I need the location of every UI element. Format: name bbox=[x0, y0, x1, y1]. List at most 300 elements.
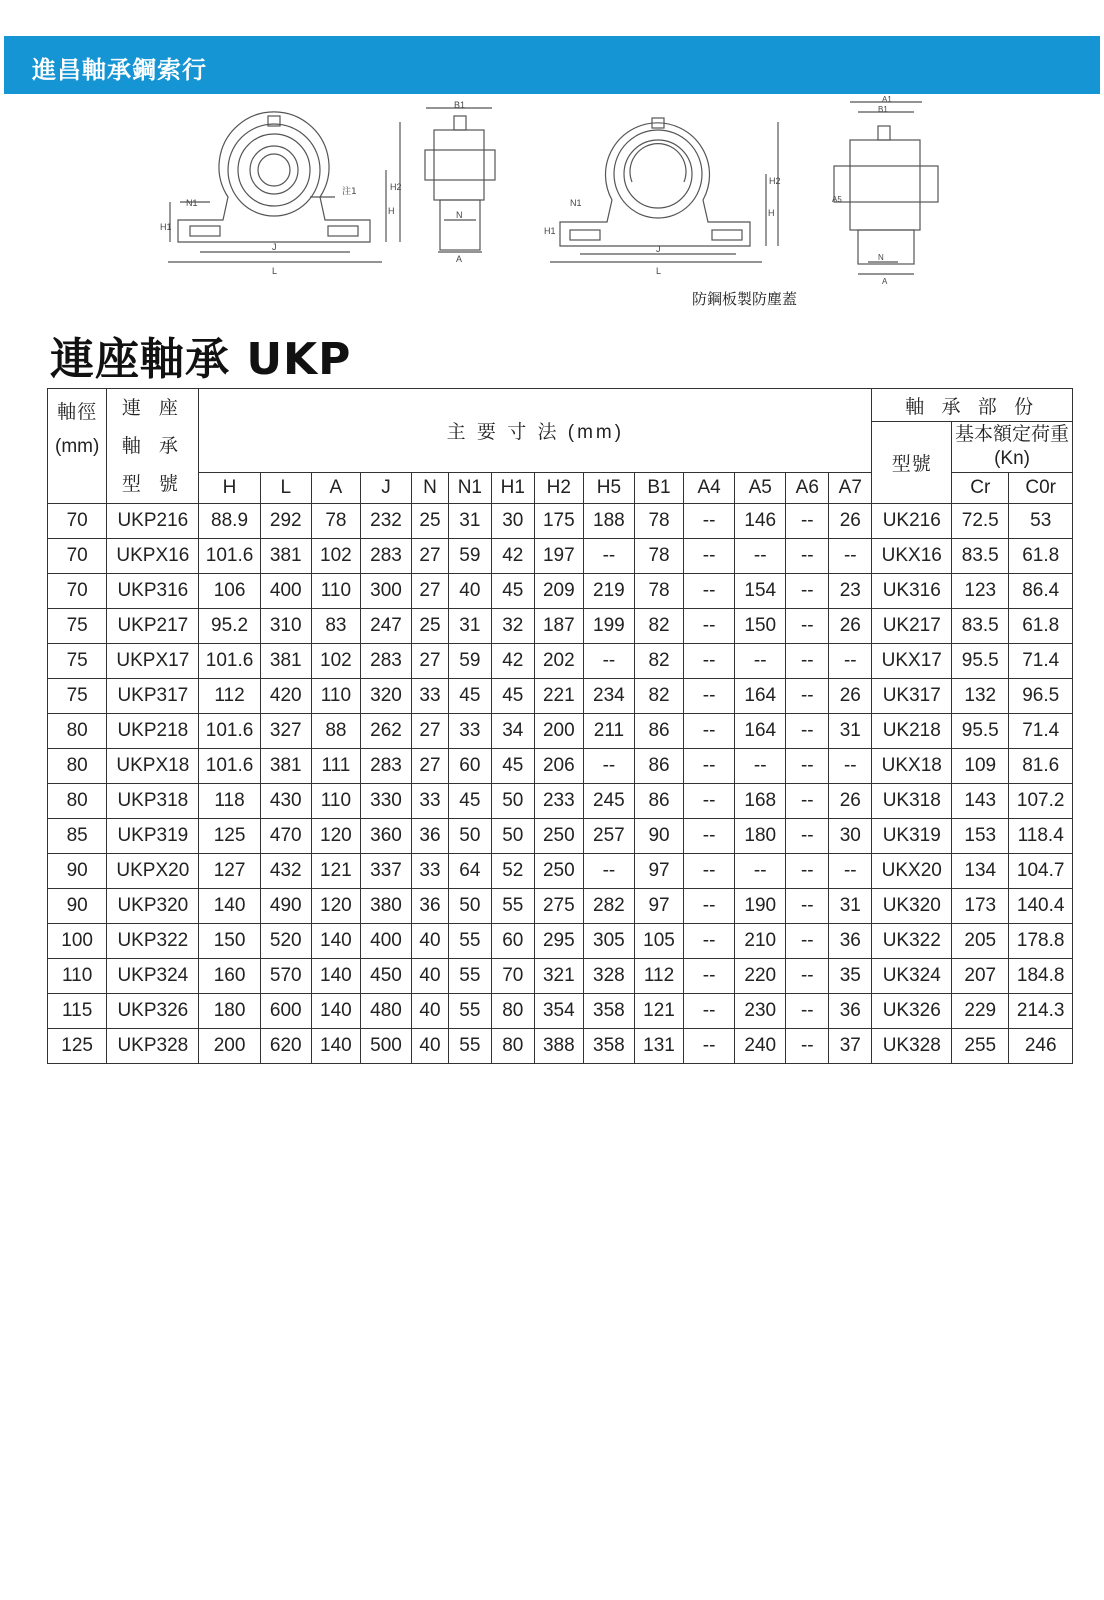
table-cell: 83 bbox=[311, 609, 360, 644]
table-cell: 209 bbox=[534, 574, 583, 609]
table-cell: -- bbox=[786, 504, 829, 539]
table-cell: 78 bbox=[634, 539, 683, 574]
h1-label: H1 bbox=[160, 222, 172, 232]
table-cell: 140 bbox=[311, 924, 360, 959]
table-cell: 206 bbox=[534, 749, 583, 784]
table-cell: 199 bbox=[583, 609, 634, 644]
table-cell: -- bbox=[735, 644, 786, 679]
table-cell: -- bbox=[735, 749, 786, 784]
table-cell: 31 bbox=[448, 504, 491, 539]
table-cell: UK320 bbox=[872, 889, 952, 924]
table-cell: 90 bbox=[48, 889, 107, 924]
column-header-l: L bbox=[260, 473, 311, 504]
table-row bbox=[48, 644, 1073, 679]
table-cell: UK216 bbox=[872, 504, 952, 539]
load-header-title: 基本額定荷重 bbox=[955, 424, 1070, 445]
table-row bbox=[48, 714, 1073, 749]
table-cell: UKP324 bbox=[107, 959, 199, 994]
column-header-a: A bbox=[311, 473, 360, 504]
table-cell: 80 bbox=[491, 994, 534, 1029]
table-cell: 360 bbox=[360, 819, 411, 854]
table-cell: 40 bbox=[412, 1029, 449, 1064]
table-cell: 200 bbox=[199, 1029, 260, 1064]
table-cell: 78 bbox=[634, 574, 683, 609]
table-cell: UK217 bbox=[872, 609, 952, 644]
table-cell: UKX20 bbox=[872, 854, 952, 889]
table-cell: 88.9 bbox=[199, 504, 260, 539]
table-cell: 35 bbox=[829, 959, 872, 994]
table-cell: 40 bbox=[412, 994, 449, 1029]
table-cell: 250 bbox=[534, 854, 583, 889]
table-cell: 40 bbox=[412, 959, 449, 994]
drawing-caption: 防鋼板製防塵蓋 bbox=[692, 291, 798, 308]
table-cell: 232 bbox=[360, 504, 411, 539]
table-cell: 121 bbox=[634, 994, 683, 1029]
table-cell: 109 bbox=[952, 749, 1009, 784]
table-cell: 101.6 bbox=[199, 644, 260, 679]
shaft-header-label: 軸徑 bbox=[57, 401, 98, 423]
table-cell: 490 bbox=[260, 889, 311, 924]
table-cell: 164 bbox=[735, 714, 786, 749]
table-cell: UKX18 bbox=[872, 749, 952, 784]
table-cell: 55 bbox=[448, 1029, 491, 1064]
column-header-h: H bbox=[199, 473, 260, 504]
table-cell: 118.4 bbox=[1009, 819, 1073, 854]
bearing-model-header: 型號 bbox=[872, 422, 952, 504]
table-cell: 380 bbox=[360, 889, 411, 924]
table-cell: 45 bbox=[448, 784, 491, 819]
table-cell: UK318 bbox=[872, 784, 952, 819]
table-cell: 400 bbox=[260, 574, 311, 609]
table-cell: -- bbox=[583, 644, 634, 679]
table-row bbox=[48, 924, 1073, 959]
table-row bbox=[48, 854, 1073, 889]
table-cell: -- bbox=[786, 854, 829, 889]
table-cell: -- bbox=[684, 784, 735, 819]
table-cell: 101.6 bbox=[199, 749, 260, 784]
h-label-2: H bbox=[768, 208, 775, 218]
table-cell: -- bbox=[583, 854, 634, 889]
table-cell: 60 bbox=[491, 924, 534, 959]
table-row bbox=[48, 784, 1073, 819]
j-label: J bbox=[272, 242, 277, 252]
company-name: 進昌軸承鋼索行 bbox=[32, 57, 207, 84]
table-cell: 210 bbox=[735, 924, 786, 959]
table-cell: 111 bbox=[311, 749, 360, 784]
table-cell: 160 bbox=[199, 959, 260, 994]
table-cell: 388 bbox=[534, 1029, 583, 1064]
table-cell: 90 bbox=[48, 854, 107, 889]
table-cell: -- bbox=[684, 644, 735, 679]
table-cell: -- bbox=[786, 539, 829, 574]
table-row bbox=[48, 679, 1073, 714]
table-cell: -- bbox=[786, 644, 829, 679]
table-cell: 381 bbox=[260, 644, 311, 679]
table-cell: -- bbox=[786, 924, 829, 959]
table-cell: 106 bbox=[199, 574, 260, 609]
table-cell: UKP318 bbox=[107, 784, 199, 819]
table-cell: 31 bbox=[448, 609, 491, 644]
table-cell: 327 bbox=[260, 714, 311, 749]
table-cell: UK322 bbox=[872, 924, 952, 959]
column-header-h2: H2 bbox=[534, 473, 583, 504]
h1-label-2: H1 bbox=[544, 226, 556, 236]
column-header-h1: H1 bbox=[491, 473, 534, 504]
table-cell: -- bbox=[786, 819, 829, 854]
table-cell: 80 bbox=[48, 749, 107, 784]
l-label: L bbox=[272, 266, 278, 276]
table-cell: 520 bbox=[260, 924, 311, 959]
table-cell: UKP326 bbox=[107, 994, 199, 1029]
table-cell: 86 bbox=[634, 749, 683, 784]
column-header-b1: B1 bbox=[634, 473, 683, 504]
column-header-a6: A6 bbox=[786, 473, 829, 504]
table-cell: 255 bbox=[952, 1029, 1009, 1064]
table-cell: 75 bbox=[48, 609, 107, 644]
table-cell: 101.6 bbox=[199, 539, 260, 574]
table-cell: -- bbox=[786, 574, 829, 609]
table-cell: 140 bbox=[311, 959, 360, 994]
table-cell: 61.8 bbox=[1009, 539, 1073, 574]
table-cell: -- bbox=[684, 539, 735, 574]
table-cell: 146 bbox=[735, 504, 786, 539]
technical-drawings bbox=[0, 96, 1104, 316]
table-cell: 36 bbox=[412, 889, 449, 924]
table-cell: -- bbox=[786, 784, 829, 819]
table-cell: UKP328 bbox=[107, 1029, 199, 1064]
table-cell: 430 bbox=[260, 784, 311, 819]
table-cell: UKPX20 bbox=[107, 854, 199, 889]
table-cell: 50 bbox=[491, 819, 534, 854]
table-cell: 95.2 bbox=[199, 609, 260, 644]
table-cell: -- bbox=[786, 609, 829, 644]
n1-label-2: N1 bbox=[570, 198, 582, 208]
table-cell: 234 bbox=[583, 679, 634, 714]
table-cell: 36 bbox=[412, 819, 449, 854]
table-cell: 125 bbox=[48, 1029, 107, 1064]
table-cell: -- bbox=[684, 504, 735, 539]
table-cell: 620 bbox=[260, 1029, 311, 1064]
table-cell: 33 bbox=[448, 714, 491, 749]
table-cell: UK324 bbox=[872, 959, 952, 994]
h2-label-2: H2 bbox=[769, 176, 781, 186]
table-cell: 81.6 bbox=[1009, 749, 1073, 784]
column-header-n1: N1 bbox=[448, 473, 491, 504]
table-cell: 337 bbox=[360, 854, 411, 889]
table-cell: UKP218 bbox=[107, 714, 199, 749]
table-cell: -- bbox=[684, 609, 735, 644]
table-cell: 36 bbox=[829, 924, 872, 959]
table-cell: 50 bbox=[491, 784, 534, 819]
table-cell: 219 bbox=[583, 574, 634, 609]
table-cell: 86 bbox=[634, 714, 683, 749]
side-view-cover-drawing bbox=[828, 96, 948, 286]
table-cell: -- bbox=[786, 889, 829, 924]
table-cell: 200 bbox=[534, 714, 583, 749]
column-header-a5: A5 bbox=[735, 473, 786, 504]
table-cell: 110 bbox=[311, 679, 360, 714]
table-cell: 55 bbox=[448, 924, 491, 959]
table-row bbox=[48, 994, 1073, 1029]
table-cell: 25 bbox=[412, 609, 449, 644]
table-cell: 78 bbox=[311, 504, 360, 539]
table-cell: 118 bbox=[199, 784, 260, 819]
table-cell: 80 bbox=[48, 784, 107, 819]
load-header-unit: (Kn) bbox=[994, 448, 1031, 469]
table-cell: 450 bbox=[360, 959, 411, 994]
column-header-cr: Cr bbox=[952, 473, 1009, 504]
table-cell: -- bbox=[735, 854, 786, 889]
table-cell: UKPX16 bbox=[107, 539, 199, 574]
table-cell: -- bbox=[684, 924, 735, 959]
table-cell: 470 bbox=[260, 819, 311, 854]
table-cell: -- bbox=[829, 854, 872, 889]
table-cell: 26 bbox=[829, 609, 872, 644]
table-cell: 37 bbox=[829, 1029, 872, 1064]
table-cell: -- bbox=[684, 1029, 735, 1064]
table-cell: 27 bbox=[412, 714, 449, 749]
table-cell: 229 bbox=[952, 994, 1009, 1029]
table-cell: 121 bbox=[311, 854, 360, 889]
table-cell: 125 bbox=[199, 819, 260, 854]
table-cell: 132 bbox=[952, 679, 1009, 714]
table-cell: -- bbox=[786, 1029, 829, 1064]
table-cell: 292 bbox=[260, 504, 311, 539]
table-cell: 275 bbox=[534, 889, 583, 924]
table-cell: UKP320 bbox=[107, 889, 199, 924]
table-cell: 25 bbox=[412, 504, 449, 539]
table-cell: 127 bbox=[199, 854, 260, 889]
table-cell: 328 bbox=[583, 959, 634, 994]
table-cell: 178.8 bbox=[1009, 924, 1073, 959]
table-cell: 202 bbox=[534, 644, 583, 679]
table-cell: 83.5 bbox=[952, 539, 1009, 574]
table-cell: 90 bbox=[634, 819, 683, 854]
a5-label: A5 bbox=[832, 195, 842, 204]
table-cell: UKX17 bbox=[872, 644, 952, 679]
table-cell: 70 bbox=[491, 959, 534, 994]
table-cell: 33 bbox=[412, 679, 449, 714]
table-cell: 45 bbox=[491, 749, 534, 784]
table-cell: -- bbox=[829, 539, 872, 574]
shaft-unit-label: (mm) bbox=[55, 436, 100, 457]
table-cell: 500 bbox=[360, 1029, 411, 1064]
n-label: N bbox=[456, 210, 463, 220]
table-cell: 140.4 bbox=[1009, 889, 1073, 924]
table-cell: 50 bbox=[448, 819, 491, 854]
table-cell: 26 bbox=[829, 504, 872, 539]
h-label: H bbox=[388, 206, 395, 216]
table-row bbox=[48, 819, 1073, 854]
table-cell: 110 bbox=[48, 959, 107, 994]
table-row bbox=[48, 504, 1073, 539]
table-cell: 207 bbox=[952, 959, 1009, 994]
a-label-2: A bbox=[882, 277, 888, 286]
table-cell: 320 bbox=[360, 679, 411, 714]
table-cell: UKX16 bbox=[872, 539, 952, 574]
table-cell: 55 bbox=[448, 994, 491, 1029]
table-cell: 190 bbox=[735, 889, 786, 924]
model-header-line2: 軸 承 bbox=[121, 435, 184, 457]
table-cell: 321 bbox=[534, 959, 583, 994]
table-cell: 55 bbox=[491, 889, 534, 924]
table-cell: 70 bbox=[48, 539, 107, 574]
table-cell: 34 bbox=[491, 714, 534, 749]
table-cell: 53 bbox=[1009, 504, 1073, 539]
table-cell: 31 bbox=[829, 714, 872, 749]
table-cell: 187 bbox=[534, 609, 583, 644]
table-cell: 32 bbox=[491, 609, 534, 644]
table-cell: 211 bbox=[583, 714, 634, 749]
a-label: A bbox=[456, 254, 463, 264]
table-cell: 262 bbox=[360, 714, 411, 749]
table-cell: 381 bbox=[260, 539, 311, 574]
table-cell: 83.5 bbox=[952, 609, 1009, 644]
table-cell: 59 bbox=[448, 539, 491, 574]
table-cell: 72.5 bbox=[952, 504, 1009, 539]
table-cell: 27 bbox=[412, 539, 449, 574]
table-cell: 480 bbox=[360, 994, 411, 1029]
table-cell: 45 bbox=[491, 574, 534, 609]
table-cell: 45 bbox=[491, 679, 534, 714]
table-cell: 150 bbox=[735, 609, 786, 644]
table-cell: 82 bbox=[634, 644, 683, 679]
table-cell: 115 bbox=[48, 994, 107, 1029]
table-cell: 188 bbox=[583, 504, 634, 539]
table-cell: 246 bbox=[1009, 1029, 1073, 1064]
table-cell: -- bbox=[684, 714, 735, 749]
table-cell: UKP216 bbox=[107, 504, 199, 539]
table-row bbox=[48, 574, 1073, 609]
table-cell: 110 bbox=[311, 784, 360, 819]
table-cell: 82 bbox=[634, 679, 683, 714]
table-cell: 64 bbox=[448, 854, 491, 889]
table-cell: UKP319 bbox=[107, 819, 199, 854]
table-cell: 180 bbox=[199, 994, 260, 1029]
table-cell: 33 bbox=[412, 784, 449, 819]
table-cell: 36 bbox=[829, 994, 872, 1029]
table-cell: 60 bbox=[448, 749, 491, 784]
table-cell: 358 bbox=[583, 994, 634, 1029]
table-cell: 45 bbox=[448, 679, 491, 714]
n-label-2: N bbox=[878, 253, 884, 262]
table-cell: -- bbox=[684, 959, 735, 994]
note-label: 注1 bbox=[342, 187, 357, 197]
table-cell: 78 bbox=[634, 504, 683, 539]
h2-label: H2 bbox=[390, 182, 402, 192]
table-cell: 26 bbox=[829, 679, 872, 714]
table-cell: 164 bbox=[735, 679, 786, 714]
table-cell: 420 bbox=[260, 679, 311, 714]
table-cell: 381 bbox=[260, 749, 311, 784]
table-cell: -- bbox=[583, 749, 634, 784]
table-cell: 432 bbox=[260, 854, 311, 889]
table-cell: 300 bbox=[360, 574, 411, 609]
table-cell: 283 bbox=[360, 644, 411, 679]
table-cell: 42 bbox=[491, 644, 534, 679]
table-cell: 104.7 bbox=[1009, 854, 1073, 889]
table-cell: -- bbox=[684, 819, 735, 854]
table-cell: 27 bbox=[412, 644, 449, 679]
table-cell: 282 bbox=[583, 889, 634, 924]
table-cell: 75 bbox=[48, 679, 107, 714]
product-title: 連座軸承 UKP bbox=[50, 334, 352, 385]
table-cell: 140 bbox=[199, 889, 260, 924]
table-cell: 27 bbox=[412, 574, 449, 609]
table-cell: 23 bbox=[829, 574, 872, 609]
table-cell: 358 bbox=[583, 1029, 634, 1064]
table-cell: 52 bbox=[491, 854, 534, 889]
table-cell: UKPX17 bbox=[107, 644, 199, 679]
table-cell: 86 bbox=[634, 784, 683, 819]
column-header-a7: A7 bbox=[829, 473, 872, 504]
table-cell: UKPX18 bbox=[107, 749, 199, 784]
table-cell: 184.8 bbox=[1009, 959, 1073, 994]
table-cell: 570 bbox=[260, 959, 311, 994]
j-label-2: J bbox=[656, 244, 661, 254]
table-cell: 112 bbox=[634, 959, 683, 994]
bearing-part-header: 軸 承 部 份 bbox=[872, 389, 1073, 422]
side-view-drawing bbox=[420, 100, 500, 265]
table-row bbox=[48, 889, 1073, 924]
spec-table-body bbox=[48, 504, 1073, 1064]
table-cell: 80 bbox=[491, 1029, 534, 1064]
table-cell: 400 bbox=[360, 924, 411, 959]
table-cell: 27 bbox=[412, 749, 449, 784]
table-cell: -- bbox=[786, 749, 829, 784]
table-cell: 247 bbox=[360, 609, 411, 644]
table-cell: 230 bbox=[735, 994, 786, 1029]
model-header bbox=[107, 389, 199, 504]
table-cell: 80 bbox=[48, 714, 107, 749]
l-label-2: L bbox=[656, 266, 662, 276]
table-row bbox=[48, 959, 1073, 994]
table-cell: 96.5 bbox=[1009, 679, 1073, 714]
table-cell: UK328 bbox=[872, 1029, 952, 1064]
table-cell: 110 bbox=[311, 574, 360, 609]
table-cell: 30 bbox=[491, 504, 534, 539]
dims-header: 主 要 寸 法 (mm) bbox=[199, 389, 872, 473]
column-header-j: J bbox=[360, 473, 411, 504]
table-cell: -- bbox=[829, 749, 872, 784]
table-cell: -- bbox=[786, 959, 829, 994]
table-cell: 82 bbox=[634, 609, 683, 644]
table-cell: 102 bbox=[311, 644, 360, 679]
table-cell: 42 bbox=[491, 539, 534, 574]
model-header-line3: 型 號 bbox=[121, 473, 184, 495]
table-row bbox=[48, 1029, 1073, 1064]
table-cell: 71.4 bbox=[1009, 644, 1073, 679]
table-cell: 59 bbox=[448, 644, 491, 679]
table-cell: -- bbox=[684, 679, 735, 714]
table-cell: UK218 bbox=[872, 714, 952, 749]
table-cell: -- bbox=[735, 539, 786, 574]
table-cell: 168 bbox=[735, 784, 786, 819]
column-header-a4: A4 bbox=[684, 473, 735, 504]
header-banner bbox=[4, 36, 1100, 94]
table-cell: 220 bbox=[735, 959, 786, 994]
table-cell: 233 bbox=[534, 784, 583, 819]
table-cell: 85 bbox=[48, 819, 107, 854]
front-view-cover-drawing bbox=[540, 112, 795, 282]
table-cell: 221 bbox=[534, 679, 583, 714]
table-cell: 123 bbox=[952, 574, 1009, 609]
table-cell: 107.2 bbox=[1009, 784, 1073, 819]
table-cell: 71.4 bbox=[1009, 714, 1073, 749]
table-cell: 120 bbox=[311, 889, 360, 924]
n1-label: N1 bbox=[186, 198, 198, 208]
table-cell: UK316 bbox=[872, 574, 952, 609]
